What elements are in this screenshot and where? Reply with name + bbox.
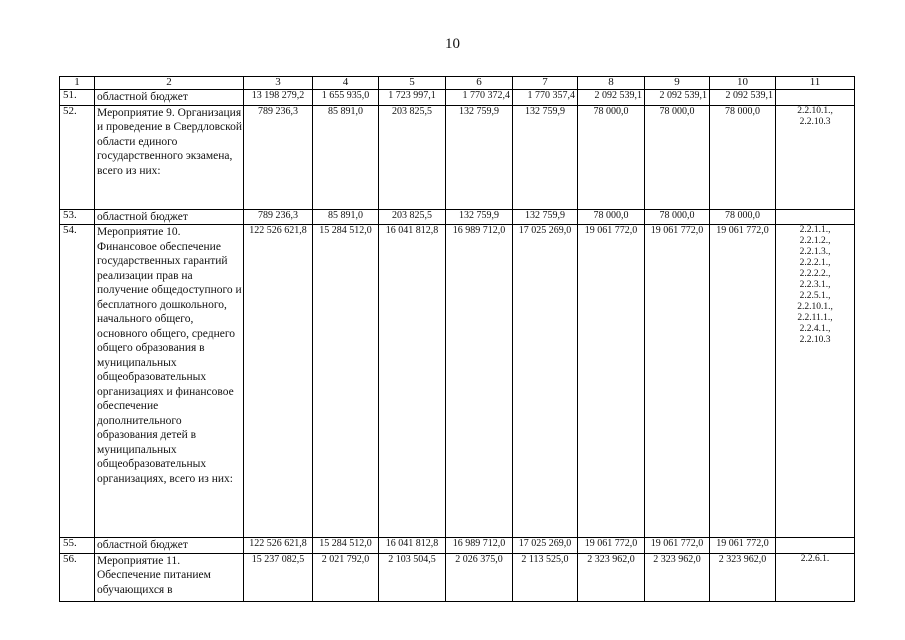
value-cell: 13 198 279,2 [244,90,313,106]
target-references [776,90,855,106]
header-cell: 9 [645,77,710,90]
row-description: Мероприятие 10. Финансовое обеспечение государственных гарантий реализации прав на получение общедоступного и бесплатного дошкольного, начального общего, основного общего, среднего общего образования в муниципальных общеобразовательных организациях и финансовое обеспечение дополнительного образования детей в муниципальных общеобразовательных организациях, всего из них: [95,225,244,538]
value-cell: 78 000,0 [578,209,645,225]
value-cell: 2 092 539,1 [710,90,776,106]
value-cell: 19 061 772,0 [710,225,776,538]
row-number: 55. [60,538,95,554]
value-cell: 2 323 962,0 [710,553,776,601]
value-cell: 789 236,3 [244,105,313,209]
row-number: 56. [60,553,95,601]
header-cell: 2 [95,77,244,90]
value-cell: 19 061 772,0 [645,225,710,538]
value-cell: 17 025 269,0 [513,225,578,538]
value-cell: 1 770 372,4 [446,90,513,106]
value-cell: 2 092 539,1 [645,90,710,106]
row-number: 54. [60,225,95,538]
target-references [776,538,855,554]
value-cell: 16 041 812,8 [379,538,446,554]
value-cell: 2 026 375,0 [446,553,513,601]
target-references [776,209,855,225]
value-cell: 16 989 712,0 [446,538,513,554]
header-cell: 4 [313,77,379,90]
value-cell: 78 000,0 [710,209,776,225]
value-cell: 203 825,5 [379,105,446,209]
header-cell: 3 [244,77,313,90]
row-number: 53. [60,209,95,225]
value-cell: 789 236,3 [244,209,313,225]
value-cell: 1 770 357,4 [513,90,578,106]
value-cell: 15 284 512,0 [313,225,379,538]
target-references: 2.2.1.1., 2.2.1.2., 2.2.1.3., 2.2.2.1., 2.2.2.2., 2.2.3.1., 2.2.5.1., 2.2.10.1., 2.2.11.1., 2.2.4.1., 2.2.10.3 [776,225,855,538]
table-row [60,538,855,554]
value-cell: 78 000,0 [578,105,645,209]
table-row [60,553,855,601]
header-cell: 10 [710,77,776,90]
value-cell: 132 759,9 [513,209,578,225]
value-cell: 1 655 935,0 [313,90,379,106]
header-cell: 11 [776,77,855,90]
value-cell: 16 041 812,8 [379,225,446,538]
target-references: 2.2.6.1. [776,553,855,601]
header-cell: 7 [513,77,578,90]
row-number: 51. [60,90,95,106]
table-row [60,225,855,538]
value-cell: 19 061 772,0 [578,225,645,538]
row-description: областной бюджет [95,538,244,554]
header-cell: 8 [578,77,645,90]
table-row [60,209,855,225]
target-references: 2.2.10.1., 2.2.10.3 [776,105,855,209]
header-cell: 6 [446,77,513,90]
value-cell: 2 323 962,0 [645,553,710,601]
value-cell: 132 759,9 [446,105,513,209]
header-row [60,77,855,90]
value-cell: 2 323 962,0 [578,553,645,601]
row-description: областной бюджет [95,209,244,225]
value-cell: 19 061 772,0 [578,538,645,554]
value-cell: 78 000,0 [710,105,776,209]
table-row [60,105,855,209]
value-cell: 85 891,0 [313,105,379,209]
value-cell: 78 000,0 [645,209,710,225]
value-cell: 78 000,0 [645,105,710,209]
value-cell: 17 025 269,0 [513,538,578,554]
value-cell: 19 061 772,0 [710,538,776,554]
value-cell: 203 825,5 [379,209,446,225]
value-cell: 15 237 082,5 [244,553,313,601]
value-cell: 132 759,9 [446,209,513,225]
row-description: Мероприятие 11. Обеспечение питанием обучающихся в [95,553,244,601]
value-cell: 2 092 539,1 [578,90,645,106]
budget-table [59,76,855,602]
page-number: 10 [445,36,460,52]
value-cell: 122 526 621,8 [244,538,313,554]
value-cell: 132 759,9 [513,105,578,209]
value-cell: 2 113 525,0 [513,553,578,601]
value-cell: 16 989 712,0 [446,225,513,538]
value-cell: 2 021 792,0 [313,553,379,601]
value-cell: 19 061 772,0 [645,538,710,554]
row-number: 52. [60,105,95,209]
row-description: областной бюджет [95,90,244,106]
value-cell: 15 284 512,0 [313,538,379,554]
header-cell: 1 [60,77,95,90]
row-description: Мероприятие 9. Организация и проведение в Свердловской области единого государственного экзамена, всего из них: [95,105,244,209]
value-cell: 1 723 997,1 [379,90,446,106]
table-row [60,90,855,106]
value-cell: 122 526 621,8 [244,225,313,538]
header-cell: 5 [379,77,446,90]
value-cell: 2 103 504,5 [379,553,446,601]
value-cell: 85 891,0 [313,209,379,225]
